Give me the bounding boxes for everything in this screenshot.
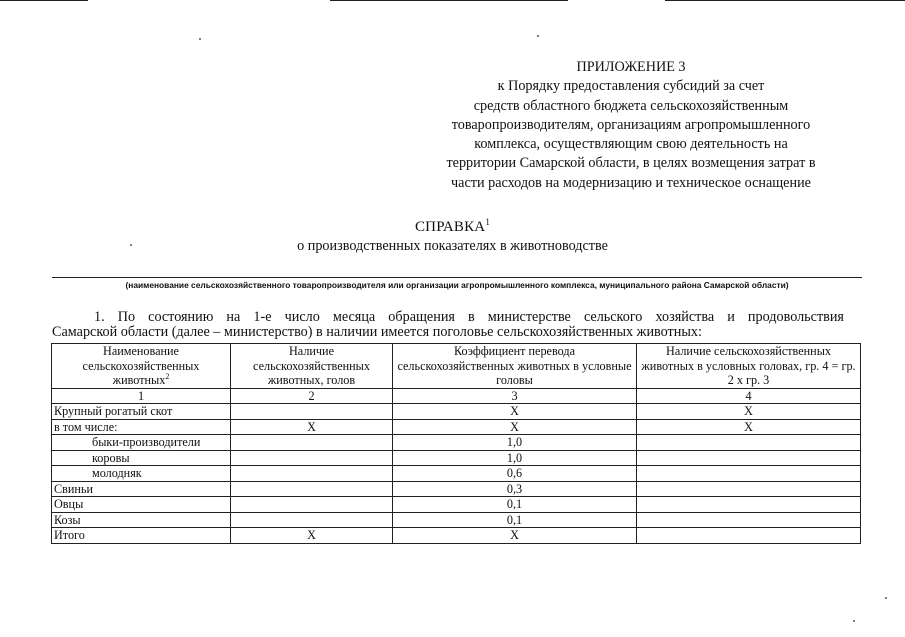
cell-coefficient: 1,0 (393, 450, 637, 466)
scan-edge-line-right (665, 0, 905, 1)
paragraph-word: число (284, 309, 320, 325)
cell-animal-name: Свиньи (52, 481, 231, 497)
header-text: Наличие сельскохозяйственных животных, голов (253, 344, 370, 388)
paragraph-number: 1. (94, 309, 105, 325)
cell-conditional-heads (637, 481, 861, 497)
paragraph-word: обращения (388, 309, 455, 325)
table-row (52, 481, 861, 497)
cell-conditional-heads: Х (637, 404, 861, 420)
header-text: Наличие сельскохозяйственных животных в условных головах, гр. 4 = гр. 2 х гр. 3 (641, 344, 856, 388)
document-title-text: СПРАВКА (414, 219, 486, 235)
paragraph-word: в (468, 309, 475, 325)
appendix-title: ПРИЛОЖЕНИЕ 3 (576, 59, 686, 75)
document-title (0, 217, 905, 236)
cell-count (231, 435, 393, 451)
cell-count: Х (231, 528, 393, 544)
cell-animal-name: Овцы (52, 497, 231, 513)
column-number: 2 (231, 389, 393, 404)
cell-coefficient: Х (393, 419, 637, 435)
table-row (52, 435, 861, 451)
cell-conditional-heads (637, 466, 861, 482)
cell-conditional-heads (637, 512, 861, 528)
scan-edge-line-left (0, 0, 88, 1)
scan-edge-line-center (330, 0, 568, 1)
column-number-row (52, 389, 861, 404)
cell-conditional-heads: Х (637, 419, 861, 435)
cell-count (231, 512, 393, 528)
producer-name-caption: (наименование сельскохозяйственного товаропроизводителя или организации агропромышленного комплекса, муниципального района Самарской области) (125, 280, 789, 290)
table-header-row (52, 344, 861, 389)
header-footnote-marker: 2 (165, 372, 170, 382)
cell-animal-name: Крупный рогатый скот (52, 404, 231, 420)
header-coefficient (393, 344, 637, 389)
cell-conditional-heads (637, 450, 861, 466)
header-animal-name (52, 344, 231, 389)
cell-conditional-heads (637, 528, 861, 544)
appendix-line: к Порядку предоставления субсидий за счет (497, 78, 765, 95)
table-row (52, 419, 861, 435)
paragraph-word: По (117, 309, 136, 325)
cell-animal-name: Итого (52, 528, 231, 544)
title-footnote-marker: 1 (485, 217, 491, 227)
document-subtitle: о производственных показателях в животноводстве (297, 238, 608, 254)
cell-count: Х (231, 419, 393, 435)
scan-speck (199, 38, 201, 40)
cell-coefficient: Х (393, 404, 637, 420)
cell-coefficient: 0,1 (393, 497, 637, 513)
appendix-header (420, 58, 842, 193)
header-text: Коэффициент перевода сельскохозяйственных животных в условные головы (397, 344, 632, 388)
cell-count (231, 481, 393, 497)
paragraph-word: продовольствия (747, 309, 844, 325)
paragraph-word: и (727, 309, 735, 325)
paragraph-word: месяца (332, 309, 376, 325)
livestock-table (51, 343, 861, 544)
appendix-line: комплекса, осуществляющим свою деятельность на (474, 136, 788, 153)
paragraph-word: министерстве (487, 309, 571, 325)
paragraph-word: хозяйства (655, 309, 715, 325)
cell-conditional-heads (637, 435, 861, 451)
cell-count (231, 450, 393, 466)
cell-animal-name: коровы (52, 450, 231, 466)
cell-conditional-heads (637, 497, 861, 513)
table-row (52, 450, 861, 466)
cell-coefficient: 0,3 (393, 481, 637, 497)
paragraph-line-1 (52, 310, 844, 325)
cell-count (231, 404, 393, 420)
column-number: 4 (637, 389, 861, 404)
paragraph-line-2: Самарской области (далее – министерство) в наличии имеется поголовье сельскохозяйственных животных: (52, 324, 702, 340)
appendix-line: товаропроизводителям, организациям агропромышленного (451, 116, 811, 133)
table-row (52, 528, 861, 544)
paragraph-word: состоянию (148, 309, 214, 325)
table-row (52, 466, 861, 482)
header-conditional-heads (637, 344, 861, 389)
cell-coefficient: Х (393, 528, 637, 544)
producer-name-field-line (52, 277, 862, 278)
cell-animal-name: в том числе: (52, 419, 231, 435)
appendix-line: части расходов на модернизацию и техническое оснащение (451, 174, 811, 191)
table-row (52, 404, 861, 420)
cell-coefficient: 0,6 (393, 466, 637, 482)
paragraph-word: на (226, 309, 241, 325)
column-number: 1 (52, 389, 231, 404)
column-number: 3 (393, 389, 637, 404)
table-row (52, 512, 861, 528)
appendix-line: территории Самарской области, в целях возмещения затрат в (446, 155, 816, 172)
scan-speck (885, 597, 887, 599)
cell-coefficient: 1,0 (393, 435, 637, 451)
header-text: Наименование сельскохозяйственных животных (82, 344, 200, 388)
scan-speck (537, 35, 539, 37)
paragraph-1 (52, 310, 844, 340)
cell-count (231, 497, 393, 513)
header-count (231, 344, 393, 389)
scan-speck (853, 620, 855, 622)
paragraph-word: сельского (583, 309, 643, 325)
cell-coefficient: 0,1 (393, 512, 637, 528)
table-row (52, 497, 861, 513)
cell-animal-name: Козы (52, 512, 231, 528)
cell-animal-name: молодняк (52, 466, 231, 482)
cell-count (231, 466, 393, 482)
cell-animal-name: быки-производители (52, 435, 231, 451)
appendix-line: средств областного бюджета сельскохозяйственным (473, 97, 789, 114)
paragraph-word: 1-е (253, 309, 272, 325)
